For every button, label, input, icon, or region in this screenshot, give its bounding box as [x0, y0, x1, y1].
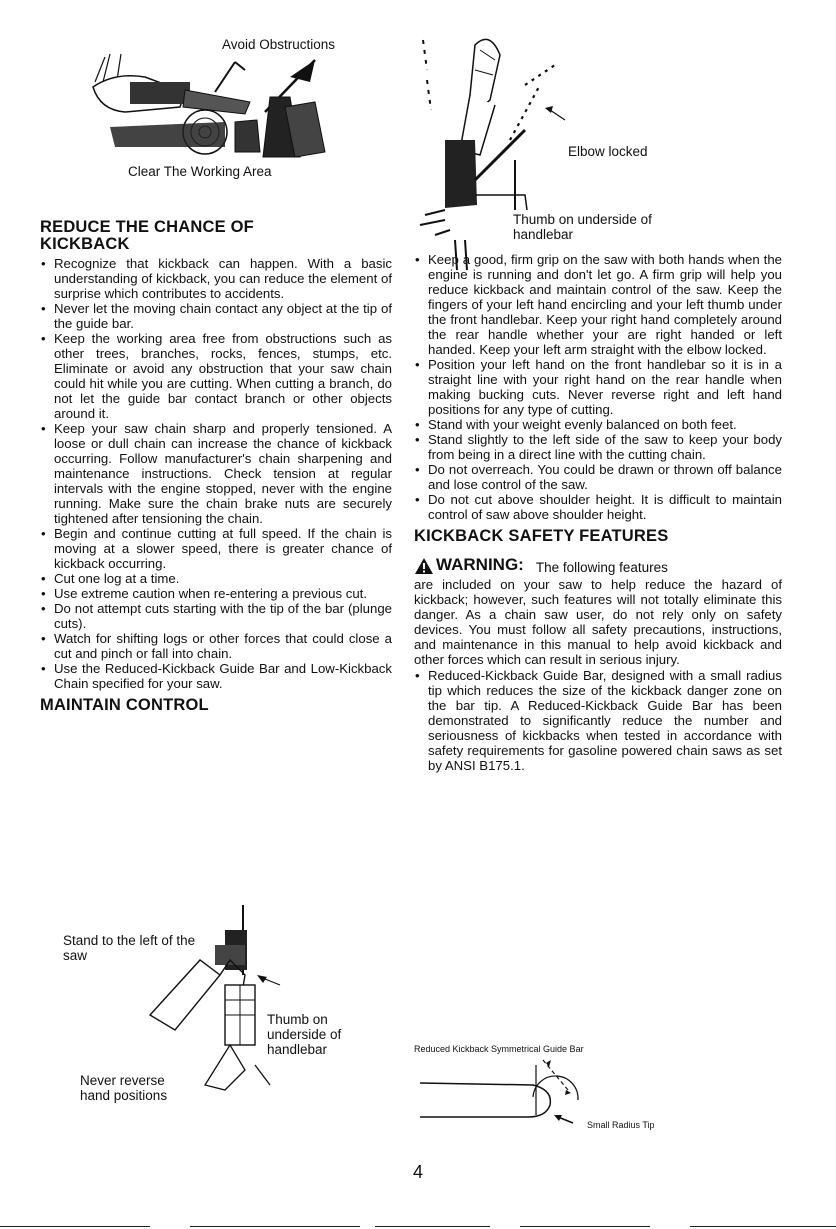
- reduce-kickback-heading: REDUCE THE CHANCE OF KICKBACK: [40, 218, 254, 253]
- crop-mark: [190, 1226, 360, 1227]
- page-number: 4: [412, 1162, 423, 1182]
- thumb-underside-label-control: Thumb on underside of handlebar: [267, 1012, 342, 1057]
- list-item: • Begin and continue cutting at full speed. If the chain is moving at a slower speed, there is greater chance of kickback occurring.: [40, 526, 392, 571]
- list-item: • Cut one log at a time.: [40, 571, 392, 586]
- elbow-locked-label: Elbow locked: [568, 144, 648, 159]
- list-item: • Keep a good, firm grip on the saw with both hands when the engine is running and don't let go. A firm grip will help you reduce kickback and maintain control of the saw. Keep the fingers of your left hand encircling and your left thumb under the front handlebar. Keep your right hand completely around the rear handle whether your are right handed or left handed. Keep your left arm straight with the elbow locked.: [414, 252, 782, 357]
- small-radius-tip-label: Small Radius Tip: [587, 1120, 655, 1130]
- clear-working-area-caption: Clear The Working Area: [128, 164, 272, 179]
- list-item: • Do not cut above shoulder height. It is difficult to maintain control of saw above shoulder height.: [414, 492, 782, 522]
- kickback-safety-heading: KICKBACK SAFETY FEATURES: [414, 527, 669, 545]
- list-item: • Keep your saw chain sharp and properly tensioned. A loose or dull chain can increase the chance of kickback occurring. Follow manufacturer's chain sharpening and maintenance instructions. Check tension at regular intervals with the engine stopped, never with the engine running. Make sure the chain brake nuts are securely tightened after tensioning the chain.: [40, 421, 392, 526]
- list-item: • Do not attempt cuts starting with the tip of the bar (plunge cuts).: [40, 601, 392, 631]
- list-item: • Use the Reduced-Kickback Guide Bar and Low-Kickback Chain specified for your saw.: [40, 661, 392, 691]
- list-item: • Keep the working area free from obstructions such as other trees, branches, rocks, fences, stumps, etc. Eliminate or avoid any obstruction that your saw chain could hit while you are cutting. When cutting a branch, do not let the guide bar contact branch or other objects around it.: [40, 331, 392, 421]
- left-column: [40, 219, 392, 714]
- list-item: • Position your left hand on the front handlebar so it is in a straight line with your right hand on the rear handle when making bucking cuts. Never reverse right and left hand positions for any type of cutting.: [414, 357, 782, 417]
- never-reverse-label: Never reverse hand positions: [80, 1073, 168, 1103]
- list-item: • Watch for shifting logs or other forces that could close a cut and pinch or fall into chain.: [40, 631, 392, 661]
- warning-triangle-icon: [414, 557, 434, 575]
- list-item: • Recognize that kickback can happen. With a basic understanding of kickback, you can reduce the element of surprise which contributes to accidents.: [40, 256, 392, 301]
- control-bullet-list: [414, 252, 782, 522]
- guide-bar-label: Reduced Kickback Symmetrical Guide Bar: [414, 1044, 584, 1054]
- list-item: • Reduced-Kickback Guide Bar, designed with a small radius tip which reduces the size of the kickback danger zone on the bar tip. A Reduced-Kickback Guide Bar has been demonstrated to significantly reduce the number and seriousness of kickbacks when tested in accordance with safety requirements for gasoline powered chain saws as set by ANSI B175.1.: [414, 668, 782, 773]
- list-item: • Do not overreach. You could be drawn or thrown off balance and lose control of the saw.: [414, 462, 782, 492]
- guide-bar-illustration: [418, 1055, 598, 1130]
- warning-lead: The following features: [535, 560, 668, 575]
- list-item: • Never let the moving chain contact any object at the tip of the guide bar.: [40, 301, 392, 331]
- thumb-underside-label-elbow: Thumb on underside of handlebar: [513, 212, 652, 242]
- list-item: • Stand with your weight evenly balanced on both feet.: [414, 417, 782, 432]
- list-item: • Use extreme caution when re-entering a previous cut.: [40, 586, 392, 601]
- warning-line: [414, 553, 782, 575]
- safety-feature-list: [414, 668, 782, 773]
- warning-word: WARNING:: [436, 555, 524, 574]
- crop-mark: [375, 1226, 490, 1227]
- clear-area-illustration: [85, 52, 335, 167]
- avoid-obstructions-label: Avoid Obstructions: [222, 37, 336, 52]
- maintain-control-heading: MAINTAIN CONTROL: [40, 696, 209, 714]
- stand-left-label: Stand to the left of the saw: [63, 933, 196, 963]
- right-column: [414, 252, 782, 773]
- warning-paragraph: are included on your saw to help reduce the hazard of kickback; however, such features will not totally eliminate this danger. As a chain saw user, do not rely only on safety devices. You must follow all safety precautions, instructions, and maintenance in this manual to help avoid kickback and other forces which can result in serious injury.: [414, 577, 782, 667]
- crop-mark: [520, 1226, 650, 1227]
- kickback-bullet-list: [40, 256, 392, 691]
- crop-mark: [690, 1226, 836, 1227]
- crop-mark: [0, 1226, 150, 1227]
- list-item: • Stand slightly to the left side of the saw to keep your body from being in a direct line with the cutting chain.: [414, 432, 782, 462]
